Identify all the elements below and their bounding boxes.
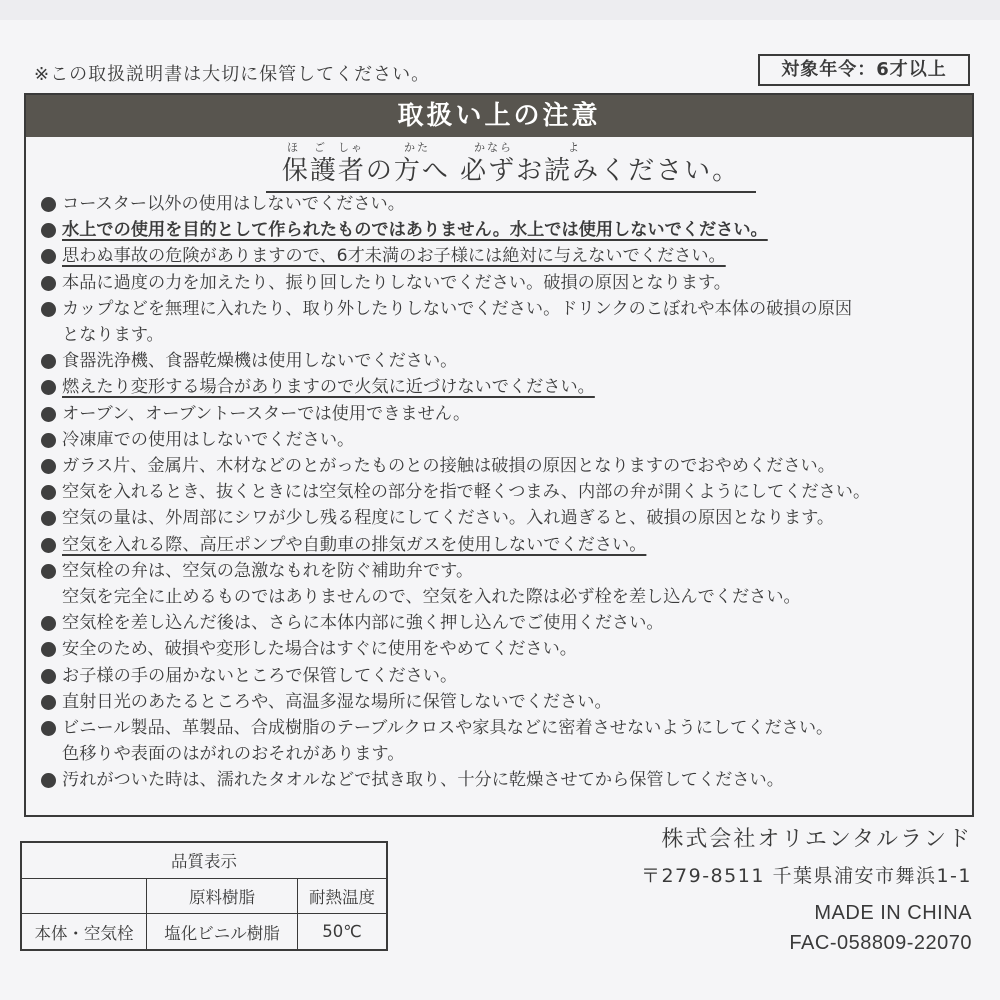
bullet-icon — [41, 511, 56, 526]
caution-item-text: 思わぬ事故の危険がありますので、6才未満のお子様には絶対に与えないでください。 — [62, 246, 726, 267]
origin-block — [789, 898, 972, 958]
caution-item — [40, 532, 970, 558]
caution-list — [40, 191, 970, 794]
caution-item-text: 冷凍庫での使用はしないでください。 — [62, 429, 355, 450]
company-name: 株式会社オリエンタルランド — [661, 827, 972, 852]
ruby-go: ご — [314, 141, 327, 154]
caution-item — [40, 479, 970, 505]
target-age-box: 対象年令：6才以上 — [758, 54, 970, 86]
caution-item — [40, 505, 970, 531]
caution-item — [40, 767, 970, 793]
caution-item — [40, 453, 970, 479]
bullet-icon — [41, 642, 56, 657]
quality-row-part: 本体・空気栓 — [21, 914, 147, 950]
bullet-icon — [41, 276, 56, 291]
company-block — [641, 822, 972, 888]
quality-row-material: 塩化ビニル樹脂 — [147, 914, 298, 950]
caution-item — [40, 663, 970, 689]
caution-item — [40, 270, 970, 296]
bullet-icon — [41, 721, 56, 736]
caution-item-text: 食器洗浄機、食器乾燥機は使用しないでください。 — [62, 351, 458, 372]
quality-table — [20, 841, 388, 951]
bullet-icon — [41, 669, 56, 684]
caution-item — [40, 401, 970, 427]
caution-item — [40, 636, 970, 662]
caution-item-text: 空気を入れるとき、抜くときには空気栓の部分を指で軽くつまみ、内部の弁が開くようにしてください。 — [62, 482, 871, 503]
caution-item-text: 汚れがついた時は、濡れたタオルなどで拭き取り、十分に乾燥させてから保管してください。 — [62, 770, 784, 791]
caution-item — [40, 374, 970, 400]
caution-item-text-continued: 空気を完全に止めるものではありませんので、空気を入れた際は必ず栓を差し込んでください。 — [62, 587, 801, 608]
caution-item — [40, 191, 970, 217]
bullet-icon — [41, 197, 56, 212]
caution-item-text: 安全のため、破損や変形した場合はすぐに使用をやめてください。 — [62, 639, 577, 660]
caution-item-text: 燃えたり変形する場合がありますので火気に近づけないでください。 — [62, 377, 595, 398]
bullet-icon — [41, 459, 56, 474]
bullet-icon — [41, 249, 56, 264]
caution-item-text-continued: となります。 — [62, 325, 164, 346]
caution-item-text: ビニール製品、革製品、合成樹脂のテーブルクロスや家具などに密着させないようにしてください。 — [62, 718, 834, 739]
quality-row-heat: 50℃ — [298, 914, 388, 950]
made-in-label: MADE IN CHINA — [814, 902, 972, 924]
caution-item-text: 水上での使用を目的として作られたものではありません。水上では使用しないでください。 — [62, 220, 768, 241]
caution-item-text: オーブン、オーブントースターでは使用できません。 — [62, 403, 471, 424]
caution-item-text: 本品に過度の力を加えたり、振り回したりしないでください。破損の原因となります。 — [62, 272, 731, 293]
bullet-icon — [41, 616, 56, 631]
ruby-kanara: かなら — [474, 141, 513, 154]
caution-item-text: 直射日光のあたるところや、高温多湿な場所に保管しないでください。 — [62, 691, 612, 712]
caution-item — [40, 427, 970, 453]
bullet-icon — [41, 380, 56, 395]
caution-item — [40, 610, 970, 636]
caution-item — [40, 689, 970, 715]
ruby-kata: かた — [404, 141, 430, 154]
bullet-icon — [41, 564, 56, 579]
bullet-icon — [41, 485, 56, 500]
bullet-icon — [41, 223, 56, 238]
quality-title: 品質表示 — [21, 842, 387, 878]
bullet-icon — [41, 433, 56, 448]
caution-item — [40, 715, 970, 767]
caution-item-text-continued: 色移りや表面のはがれのおそれがあります。 — [62, 744, 405, 765]
caution-item-text: コースター以外の使用はしないでください。 — [62, 194, 405, 214]
caution-item — [40, 296, 970, 348]
keep-manual-note: ※この取扱説明書は大切に保管してください。 — [34, 64, 431, 85]
ruby-ho: ほ — [287, 141, 300, 154]
guardian-subheading: 保護者の方へ 必ずお読みください。 — [266, 150, 756, 193]
bullet-icon — [41, 407, 56, 422]
caution-item — [40, 243, 970, 269]
caution-item-text: お子様の手の届かないところで保管してください。 — [62, 665, 458, 686]
bullet-icon — [41, 695, 56, 710]
caution-item-text: カップなどを無理に入れたり、取り外したりしないでください。ドリンクのこぼれや本体の破損の原因 — [62, 298, 853, 319]
quality-col-heat: 耐熱温度 — [298, 878, 388, 914]
caution-item-text: 空気の量は、外周部にシワが少し残る程度にしてください。入れ過ぎると、破損の原因となります。 — [62, 508, 835, 529]
quality-blank-cell — [21, 878, 147, 914]
product-code: FAC-058809-22070 — [789, 932, 972, 954]
company-address: 〒279-8511 千葉県浦安市舞浜1-1 — [640, 865, 972, 887]
quality-col-material: 原料樹脂 — [147, 878, 298, 914]
bullet-icon — [41, 302, 56, 317]
ruby-sha: しゃ — [338, 141, 364, 154]
caution-item — [40, 217, 970, 243]
bullet-icon — [41, 538, 56, 553]
bullet-icon — [41, 354, 56, 369]
caution-header: 取扱い上の注意 — [26, 95, 972, 137]
caution-item-text: 空気を入れる際、高圧ポンプや自動車の排気ガスを使用しないでください。 — [62, 534, 647, 555]
caution-item-text: 空気栓を差し込んだ後は、さらに本体内部に強く押し込んでご使用ください。 — [62, 613, 664, 634]
bullet-icon — [41, 773, 56, 788]
caution-item-text: 空気栓の弁は、空気の急激なもれを防ぐ補助弁です。 — [62, 560, 474, 581]
caution-item — [40, 348, 970, 374]
caution-item-text: ガラス片、金属片、木材などのとがったものとの接触は破損の原因となりますのでおやめください。 — [62, 456, 835, 477]
ruby-yo: よ — [568, 141, 581, 154]
caution-item — [40, 558, 970, 610]
caution-box — [24, 93, 974, 817]
